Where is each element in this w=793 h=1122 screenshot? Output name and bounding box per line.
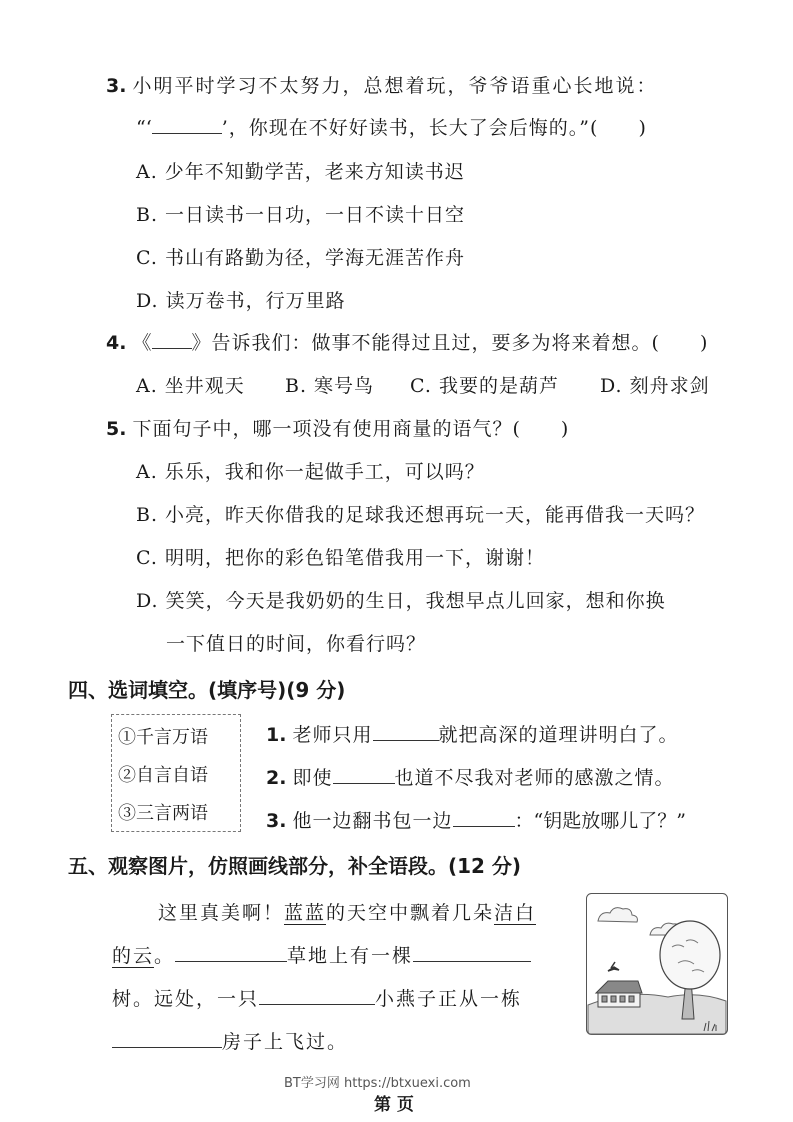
q4-line <box>106 328 707 355</box>
s4-item-3-post: ：“钥匙放哪儿了？” <box>514 810 686 832</box>
q3-quote-open: “‘ <box>136 117 152 139</box>
word-bank-item-3: ③三言两语 <box>118 803 208 824</box>
q3-stem: 小明平时学习不太努力，总想着玩，爷爷语重心长地说： <box>132 75 658 97</box>
s5-p3-b: 小燕子正从一栋 <box>375 988 523 1010</box>
s5-p1-a: 这里真美啊！ <box>158 902 285 924</box>
s4-item-2-blank[interactable] <box>333 783 395 784</box>
s5-para-line1 <box>158 898 536 925</box>
q3-option-b[interactable]: B. 一日读书一日功，一日不读十日空 <box>136 204 466 226</box>
s5-p1-underlined-2: 洁白 <box>494 902 537 924</box>
s4-item-2-pre: 即使 <box>292 767 333 789</box>
q4-option-b[interactable]: B. 寒号鸟 <box>285 375 375 397</box>
q4-book-open: 《 <box>132 332 152 354</box>
watermark: BT学习网 https://btxuexi.com <box>284 1076 471 1091</box>
q4-stem: 》告诉我们：做事不能得过且过，要多为将来着想。( <box>191 332 660 354</box>
q3-answer-blank[interactable] <box>152 133 222 134</box>
word-bank-item-1: ①千言万语 <box>118 727 208 748</box>
q3-paren-close: ) <box>638 117 646 139</box>
q3-option-a[interactable]: A. 少年不知勤学苦，老来方知读书迟 <box>136 161 465 183</box>
s5-p2-b: 草地上有一棵 <box>287 945 414 967</box>
word-bank-box <box>111 714 241 832</box>
s4-item-1 <box>266 720 679 747</box>
s5-p3-a: 树。远处，一只 <box>112 988 260 1010</box>
word-bank-item-2: ②自言自语 <box>118 765 208 786</box>
s4-item-1-blank[interactable] <box>373 740 439 741</box>
q3-option-c[interactable]: C. 书山有路勤为径，学海无涯苦作舟 <box>136 247 465 269</box>
q3-option-d[interactable]: D. 读万卷书，行万里路 <box>136 290 346 312</box>
s5-para-line3 <box>112 984 522 1011</box>
q5-option-a[interactable]: A. 乐乐，我和你一起做手工，可以吗？ <box>136 461 485 483</box>
q5-option-d[interactable]: D. 笑笑，今天是我奶奶的生日，我想早点儿回家，想和你换 <box>136 590 666 612</box>
s5-para-line2 <box>112 941 531 968</box>
q5-number: 5. <box>106 418 127 440</box>
q4-option-c[interactable]: C. 我要的是葫芦 <box>410 375 559 397</box>
q5-option-b[interactable]: B. 小亮，昨天你借我的足球我还想再玩一天，能再借我一天吗？ <box>136 504 706 526</box>
s4-item-2-number: 2. <box>266 767 287 789</box>
s5-blank-2[interactable] <box>413 961 531 962</box>
s5-p1-b: 的天空中飘着几朵 <box>326 902 495 924</box>
s4-item-2 <box>266 763 675 790</box>
q3-line1 <box>106 71 658 98</box>
s4-item-3-number: 3. <box>266 810 287 832</box>
s5-blank-4[interactable] <box>112 1047 222 1048</box>
page-label: 第 页 <box>374 1095 414 1115</box>
q4-paren-close: ) <box>699 332 708 354</box>
scene-svg <box>586 893 728 1035</box>
section4-title: 四、选词填空。(填序号)(9 分) <box>68 678 346 702</box>
s4-item-3-pre: 他一边翻书包一边 <box>292 810 453 832</box>
q5-stem: 下面句子中，哪一项没有使用商量的语气？( <box>132 418 521 440</box>
q4-option-d[interactable]: D. 刻舟求剑 <box>600 375 710 397</box>
s5-blank-1[interactable] <box>175 961 287 962</box>
q3-quote-rest: ’，你现在不好好读书，长大了会后悔的。”( <box>221 117 599 139</box>
q3-line2 <box>136 113 646 140</box>
s5-p2-underlined: 的云 <box>112 945 155 967</box>
s5-p4-a: 房子上飞过。 <box>222 1031 349 1053</box>
q4-option-a[interactable]: A. 坐井观天 <box>136 375 245 397</box>
s5-p1-underlined-1: 蓝蓝 <box>284 902 327 924</box>
s4-item-2-post: 也道不尽我对老师的感激之情。 <box>394 767 675 789</box>
q5-line <box>106 414 568 441</box>
s4-item-1-post: 就把高深的道理讲明白了。 <box>438 724 679 746</box>
q4-number: 4. <box>106 332 127 354</box>
s4-item-3-blank[interactable] <box>453 826 515 827</box>
s4-item-3 <box>266 806 686 833</box>
q5-option-d-cont: 一下值日的时间，你看行吗？ <box>166 633 427 655</box>
q3-number: 3. <box>106 75 127 97</box>
s5-blank-3[interactable] <box>259 1004 375 1005</box>
section5-title: 五、观察图片，仿照画线部分，补全语段。(12 分) <box>68 854 522 878</box>
s4-item-1-number: 1. <box>266 724 287 746</box>
q4-answer-blank[interactable] <box>152 348 192 349</box>
s5-para-line4 <box>112 1027 348 1054</box>
scene-illustration <box>586 893 728 1035</box>
s4-item-1-pre: 老师只用 <box>292 724 373 746</box>
q5-paren-close: ) <box>560 418 569 440</box>
s5-p2-a: 。 <box>154 945 176 967</box>
q5-option-c[interactable]: C. 明明，把你的彩色铅笔借我用一下，谢谢！ <box>136 547 545 569</box>
